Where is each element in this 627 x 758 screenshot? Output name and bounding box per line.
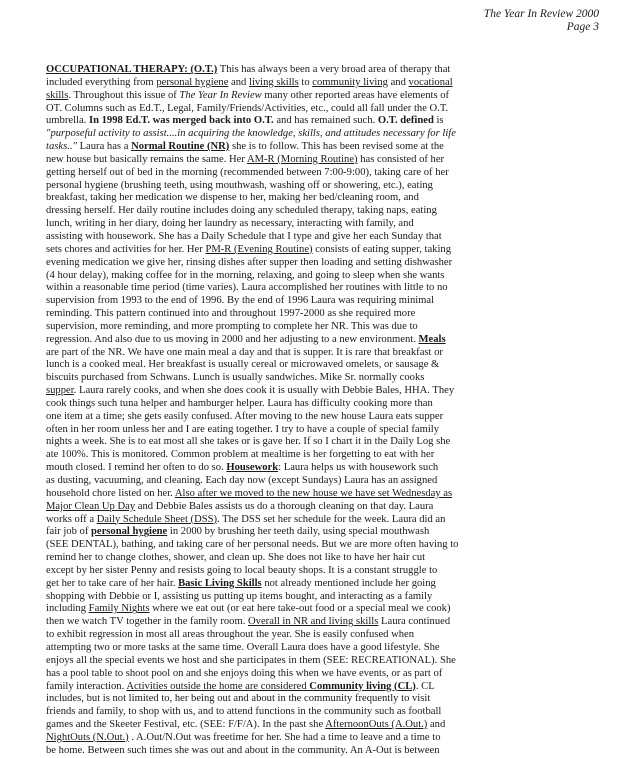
newsletter-title: The Year In Review 2000 [483,8,599,20]
text-line [46,270,616,283]
text-line [46,719,616,732]
text-line [46,501,616,514]
text-line [46,745,616,758]
text-line [46,180,616,193]
text-segment: NightOuts (N.Out.) [46,731,129,743]
text-segment: breakfast, taking her medication we dispense to her, making her bed/cleaning room, and [46,192,419,204]
text-line [46,359,616,372]
text-line [46,308,616,321]
text-segment: shopping with Debbie or I, assisting us putting up items bought, and interacting as a family [46,590,433,602]
text-line [46,115,616,128]
text-line [46,282,616,295]
text-segment: has a pool table to shoot pool on and she enjoys doing this when we have events, or as part of [46,667,443,679]
text-line [46,244,616,257]
text-segment: sets chores and activities for her. Her [46,243,206,255]
text-line [46,475,616,488]
text-segment: friends and family, to shop with us, and to attend functions in the community such as football [46,706,442,718]
text-segment: evening medication we give her, rinsing dishes after supper then loading and setting dishwasher [46,256,453,268]
text-segment: including [46,603,89,615]
text-line [46,552,616,565]
text-segment: regression. And also due to us moving in 2000 and her adjusting to a new environment. [46,333,419,345]
text-segment: and Debbie Bales assists us do a thorough cleaning on that day. Laura [135,500,434,512]
text-segment: and has remained such. [273,115,378,127]
text-line [46,668,616,681]
text-segment: . The DSS set her schedule for the week. Laura did an [217,513,446,525]
text-segment: are part of the NR. We have one main meal a day and that is supper. It is rare that breakfast or [46,346,443,358]
text-line [46,192,616,205]
text-segment: (4 hour delay), making coffee for in the morning, relaxing, and going to sleep when she wants [46,269,445,281]
text-segment: assisting with housework. She has a Daily Schedule that I type and give her each Sunday that [46,230,442,242]
text-line [46,321,616,334]
text-line [46,591,616,604]
text-line [46,257,616,270]
text-segment: included everything from [46,76,157,88]
text-segment: fair job of [46,526,92,538]
text-segment: cook things such tuna helper and hamburger helper. Laura has difficulty cooking more than [46,397,433,409]
text-segment: Laura has a [76,141,132,153]
text-line [46,128,616,141]
text-line [46,347,616,360]
text-segment: ate 100%. This is monitored. Common problem at mealtime is her forgetting to eat with her [46,449,435,461]
text-line [46,398,616,411]
text-segment: AM-R (Morning Routine) [246,153,358,165]
text-line [46,462,616,475]
text-segment: PM-R (Evening Routine) [205,243,313,255]
text-segment: as dusting, vacuuming, and cleaning. Each day now (except Sundays) Laura has an assigned [46,475,438,486]
text-segment: Family Nights [88,603,150,615]
text-line [46,449,616,462]
page-header [484,8,599,34]
text-segment: games and the Skeeter Festival, etc. (SEE: F/F/A). In the past she [46,719,326,731]
text-segment: OT. Columns such as Ed.T., Legal, Family/Friends/Activities, etc., could all fall under the O.T. [46,102,449,114]
text-segment: consists of eating supper, taking [312,243,452,255]
text-segment: Laura continued [378,616,451,628]
text-segment: has consisted of her [357,153,445,165]
text-segment: OCCUPATIONAL THERAPY: (O.T.) [46,64,218,75]
text-segment: supervision from 1993 to the end of 1996. By the end of 1996 Laura was requiring minimal [46,295,435,307]
text-segment: (SEE DENTAL), bathing, and taking care of her personal needs. But we are more often having to [46,539,459,551]
text-segment: "purposeful activity to assist....in acquiring the knowledge, skills, and attitudes necessary for life [46,128,456,140]
text-line [46,77,616,90]
text-line [46,578,616,591]
text-segment: within a reasonable time period (time varies). Laura accomplished her routines with little to no [46,282,448,294]
text-segment: Overall in NR and living skills [248,616,379,628]
text-line [46,90,616,103]
text-segment: AfternoonOuts (A.Out.) [325,719,428,731]
text-line [46,141,616,154]
text-segment: family interaction. [46,680,127,692]
text-segment: often in her room unless her and I are eating together. I try to have a couple of special family [46,423,440,435]
text-line [46,642,616,655]
text-line [46,732,616,745]
text-segment: not already mentioned include her going [261,577,436,589]
text-segment: vocational [408,76,453,88]
text-line [46,565,616,578]
text-segment: skills [46,89,69,101]
text-line [46,167,616,180]
text-segment: living skills [249,76,299,88]
page-number: Page 3 [566,21,599,33]
text-line [46,231,616,244]
text-line [46,218,616,231]
text-line [46,64,616,77]
text-segment: . Throughout this issue of [68,89,180,101]
text-segment: and [387,76,409,88]
text-segment: personal hygiene [91,526,168,538]
text-segment: In 1998 Ed.T. was merged back into O.T. [88,115,274,127]
text-line [46,514,616,527]
text-line [46,103,616,116]
text-line [46,693,616,706]
text-segment: umbrella. [46,115,89,127]
text-segment: lunch is a cooked meal. Her breakfast is usually cereal or microwaved omelets, or sausage & [46,359,440,371]
text-line [46,616,616,629]
text-segment: The Year In Review [179,89,262,101]
text-segment: O.T. defined [377,115,434,127]
text-segment: enjoys all the special events we host and she participates in them (SEE: RECREATIONAL). She [46,654,456,666]
text-line [46,706,616,719]
text-segment: Housework [226,462,279,474]
text-segment: nights a week. She is to eat most all she takes or is gave her. If so I chart it in the Daily Log she [46,436,451,448]
text-segment: to [298,76,313,88]
text-line [46,154,616,167]
text-segment: includes, but is not limited to, her being out and about in the community frequently to visit [46,693,431,705]
text-line [46,334,616,347]
text-line [46,681,616,694]
text-segment: to exhibit regression in most all areas throughout the year. She is easily confused when [46,629,415,641]
text-segment: personal hygiene (brushing teeth, using mouthwash, washing off or showering, etc.), eating [46,179,433,191]
text-line [46,372,616,385]
text-line [46,424,616,437]
text-segment: getting herself out of bed in the morning (recommended between 7:00-9:00), taking care of her [46,166,449,178]
text-segment: household chore listed on her. [46,487,175,499]
text-line [46,603,616,616]
text-line [46,655,616,668]
text-line [46,205,616,218]
text-line [46,385,616,398]
text-segment: one item at a time; she gets easily confused. After moving to the new house Laura eats supper [46,410,444,422]
text-segment: lunch, writing in her diary, doing her laundry as necessary, interacting with family, and [46,218,414,230]
text-segment: . Laura rarely cooks, and when she does cook it is usually with Debbie Bales, HHA. They [73,385,455,397]
text-segment: Daily Schedule Sheet (DSS) [96,513,218,525]
text-segment: remind her to change clothes, shower, and clean up. She does not like to have her hair cut [46,552,426,564]
text-segment: attempting two or more tasks at the same time. Overall Laura does have a good lifestyle. She [46,641,440,653]
text-segment: Major Clean Up Day [46,500,136,512]
text-segment: supervision, more reminding, and more prompting to complete her NR. This was due to [46,320,418,332]
text-segment: get her to take care of her hair. [46,577,179,589]
text-segment: : Laura helps us with housework such [278,462,439,474]
text-segment: be home. Between such times she was out and about in the community. An A-Out is between [46,744,440,756]
text-segment: community living [312,76,388,88]
text-segment: is [433,115,444,127]
text-line [46,629,616,642]
text-segment: and [228,76,249,88]
text-line [46,488,616,501]
text-segment: then we watch TV together in the family room. [46,616,249,628]
text-segment: reminding. This pattern continued into and throughout 1997-2000 as she required more [46,308,416,320]
text-segment: where we eat out (or eat here take-out food or a special meal we cook) [149,603,451,615]
text-line [46,295,616,308]
text-segment: and [427,719,446,731]
text-segment: she is to follow. This has been revised some at the [229,141,444,153]
text-segment: supper [46,385,74,397]
text-segment: Also after we moved to the new house we have set Wednesday as [174,487,453,499]
text-line [46,539,616,552]
text-segment: Meals [418,333,446,345]
text-segment: . CL [415,680,435,692]
text-segment: tasks.." [46,141,77,153]
text-segment: personal hygiene [156,76,229,88]
text-segment: except by her sister Penny and resists going to local beauty shops. It is a constant struggle to [46,564,438,576]
text-segment: works off a [46,513,97,525]
text-segment: . A.Out/N.Out was freetime for her. She had a time to leave and a time to [128,731,441,743]
text-segment: mouth closed. I remind her often to do so. [46,462,227,474]
text-segment: biscuits purchased from Schwans. Lunch is usually sandwiches. Mike Sr. normally cooks [46,372,425,384]
text-segment: many other reported areas have elements of [261,89,450,101]
text-segment: Activities outside the home are considered [126,680,310,692]
text-segment: in 2000 by brushing her teeth daily, using special mouthwash [167,526,430,538]
text-line [46,411,616,424]
text-segment: dressing herself. Her daily routine includes doing any scheduled therapy, taking naps, eating [46,205,437,217]
text-segment: This has always been a very broad area of therapy that [217,64,451,75]
occupational-therapy-article [46,64,616,758]
text-segment: Normal Routine (NR) [131,141,230,153]
text-line [46,436,616,449]
text-line [46,526,616,539]
text-segment: Basic Living Skills [178,577,262,589]
text-segment: Community living (CL) [309,680,416,692]
text-segment: new house but basically remains the same. Her [46,153,247,165]
